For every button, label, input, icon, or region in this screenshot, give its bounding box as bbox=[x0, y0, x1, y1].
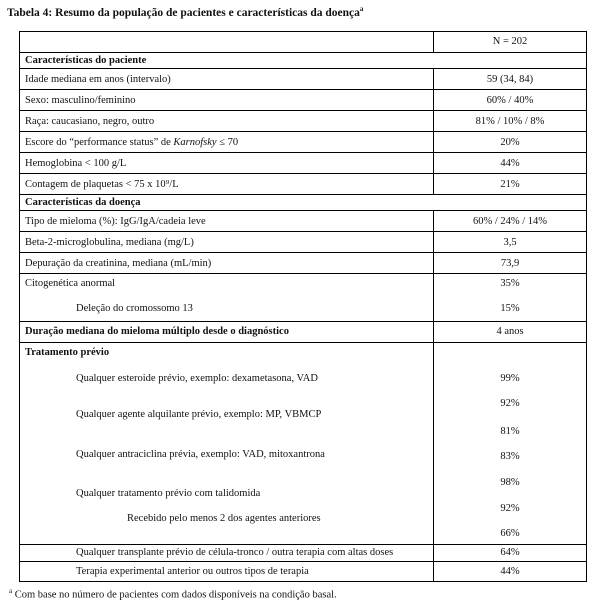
row-rule bbox=[19, 544, 587, 545]
row-rule bbox=[19, 252, 587, 253]
row-rule bbox=[19, 210, 587, 211]
row-label: Qualquer transplante prévio de célula-tronco / outra terapia com altas doses bbox=[76, 547, 394, 558]
prior-steroid-label: Qualquer esteroide prévio, exemplo: dexametasona, VAD bbox=[76, 373, 318, 384]
row-value: 15% bbox=[500, 303, 520, 314]
row-rule bbox=[19, 321, 587, 322]
row-rule bbox=[19, 52, 587, 53]
row-value: 92% bbox=[500, 398, 520, 409]
prior-alkylating-label: Qualquer agente alquilante prévio, exemplo: MP, VBMCP bbox=[76, 409, 322, 420]
row-value: 44% bbox=[500, 158, 520, 169]
row-label-indented: Deleção do cromossomo 13 bbox=[76, 303, 193, 314]
row-label: Hemoglobina < 100 g/L bbox=[25, 158, 127, 169]
table-border-right bbox=[586, 31, 587, 582]
row-value: 20% bbox=[500, 137, 520, 148]
prior-thalidomide-label: Qualquer tratamento prévio com talidomida bbox=[76, 488, 261, 499]
row-rule bbox=[19, 194, 587, 195]
row-label: Sexo: masculino/feminino bbox=[25, 95, 136, 106]
prior-anthracycline-label: Qualquer antraciclina prévia, exemplo: VAD, mitoxantrona bbox=[76, 449, 325, 460]
row-label: Contagem de plaquetas < 75 x 10⁹/L bbox=[25, 179, 179, 190]
table-border-bottom bbox=[19, 581, 587, 582]
patient-characteristics-table bbox=[19, 31, 587, 582]
row-rule bbox=[19, 231, 587, 232]
row-value: 73,9 bbox=[500, 258, 520, 269]
row-label: Idade mediana em anos (intervalo) bbox=[25, 74, 171, 85]
row-rule bbox=[19, 561, 587, 562]
row-label: Beta-2-microglobulina, mediana (mg/L) bbox=[25, 237, 194, 248]
section-heading-prior-treatment: Tratamento prévio bbox=[25, 347, 110, 358]
table-border-left bbox=[19, 31, 20, 582]
table-title: Tabela 4: Resumo da população de pacientes e características da doença$^a$ bbox=[7, 5, 364, 19]
row-value: 4 anos bbox=[496, 326, 524, 337]
row-rule bbox=[19, 273, 587, 274]
row-label: Escore do “performance status” de Karnofsky ≤ 70 bbox=[25, 137, 239, 148]
row-rule bbox=[19, 68, 587, 69]
row-value: 60% / 24% / 14% bbox=[472, 216, 548, 227]
row-value: 35% bbox=[500, 278, 520, 289]
row-value: 60% / 40% bbox=[486, 95, 534, 106]
row-rule bbox=[19, 110, 587, 111]
row-value: 81% / 10% / 8% bbox=[475, 116, 545, 127]
row-value: 81% bbox=[500, 426, 520, 437]
row-value: 98% bbox=[500, 477, 520, 488]
row-label: Raça: caucasiano, negro, outro bbox=[25, 116, 155, 127]
row-label: Tipo de mieloma (%): IgG/IgA/cadeia leve bbox=[25, 216, 206, 227]
row-rule bbox=[19, 173, 587, 174]
row-value: 83% bbox=[500, 451, 520, 462]
row-label: Terapia experimental anterior ou outros tipos de terapia bbox=[76, 566, 309, 577]
row-value: 44% bbox=[500, 566, 520, 577]
row-value: 3,5 bbox=[503, 237, 517, 248]
section-heading-disease: Características da doença bbox=[25, 197, 141, 208]
prior-two-agents-label: Recebido pelo menos 2 dos agentes anteriores bbox=[127, 513, 321, 524]
row-rule bbox=[19, 152, 587, 153]
row-value: 66% bbox=[500, 528, 520, 539]
section-heading-patient: Características do paciente bbox=[25, 55, 147, 66]
row-value: 92% bbox=[500, 503, 520, 514]
row-rule bbox=[19, 89, 587, 90]
header-n: N = 202 bbox=[492, 36, 528, 47]
row-value: 64% bbox=[500, 547, 520, 558]
table-border-top bbox=[19, 31, 587, 32]
footnote: $^a$ Com base no número de pacientes com dados disponíveis na condição basal. bbox=[9, 587, 337, 601]
row-value: 59 (34, 84) bbox=[486, 74, 534, 85]
row-label-duration: Duração mediana do mieloma múltiplo desde o diagnóstico bbox=[25, 326, 289, 337]
row-rule bbox=[19, 131, 587, 132]
row-rule bbox=[19, 342, 587, 343]
row-value: 99% bbox=[500, 373, 520, 384]
row-label: Citogenética anormal bbox=[25, 278, 116, 289]
row-label: Depuração da creatinina, mediana (mL/min) bbox=[25, 258, 212, 269]
row-value: 21% bbox=[500, 179, 520, 190]
